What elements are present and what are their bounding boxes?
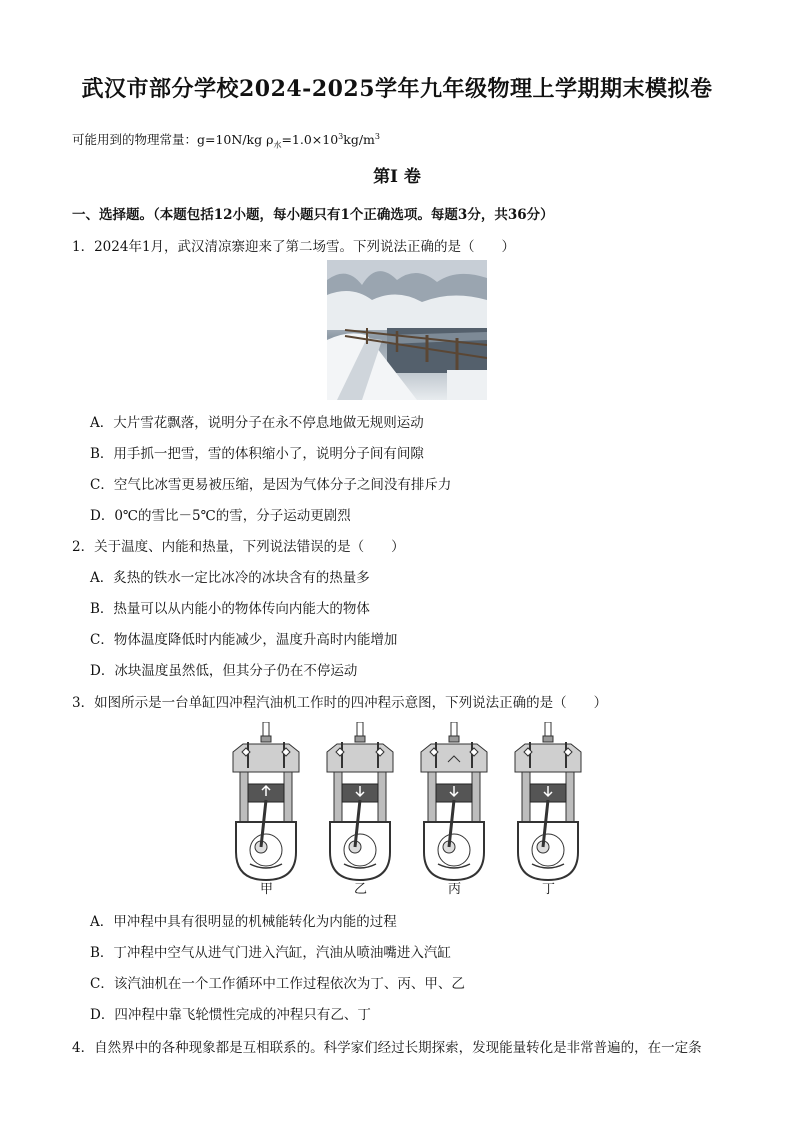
- exponent-1: 3: [338, 131, 344, 141]
- page-title: 武汉市部分学校2024-2025学年九年级物理上学期期末模拟卷: [81, 76, 713, 102]
- question-2-option-d: D．冰块温度虽然低，但其分子仍在不停运动: [90, 663, 358, 679]
- physical-constants: [72, 130, 380, 151]
- engine-label-yi: 乙: [354, 882, 368, 897]
- question-2-option-c: C．物体温度降低时内能减少，温度升高时内能增加: [90, 632, 398, 648]
- constants-value: =1.0×10: [281, 132, 339, 147]
- engine-label-jia: 甲: [260, 882, 274, 897]
- snow-photo: [327, 260, 487, 400]
- section-heading: 一、选择题。（本题包括12小题，每小题只有1个正确选项。每题3分，共36分）: [72, 207, 554, 223]
- question-2-option-a: A．炙热的铁水一定比冰冷的冰块含有的热量多: [90, 570, 370, 586]
- question-1-option-d: D．0℃的雪比－5℃的雪，分子运动更剧烈: [90, 508, 351, 524]
- question-3-stem: 3．如图所示是一台单缸四冲程汽油机工作时的四冲程示意图，下列说法正确的是（ ）: [72, 695, 608, 711]
- question-3-option-c: C．该汽油机在一个工作循环中工作过程依次为丁、丙、甲、乙: [90, 976, 465, 992]
- engine-bing: [421, 722, 487, 880]
- engine-label-bing: 丙: [448, 882, 462, 897]
- volume-heading: 第I 卷: [373, 167, 421, 187]
- engine-jia: [233, 722, 299, 880]
- question-2-stem: 2．关于温度、内能和热量，下列说法错误的是（ ）: [72, 539, 405, 555]
- constants-prefix: 可能用到的物理常量：g=10N/kg ρ: [72, 132, 274, 147]
- rho-subscript: 水: [273, 140, 282, 150]
- question-1-option-b: B．用手抓一把雪，雪的体积缩小了，说明分子间有间隙: [90, 446, 424, 462]
- question-4-stem: 4．自然界中的各种现象都是互相联系的。科学家们经过长期探索，发现能量转化是非常普遍的，在一定条: [72, 1040, 702, 1056]
- snow-scene-image: [327, 260, 487, 400]
- exponent-2: 3: [374, 131, 380, 141]
- engine-ding: [515, 722, 581, 880]
- question-3-option-d: D．四冲程中靠飞轮惯性完成的冲程只有乙、丁: [90, 1007, 371, 1023]
- question-1-stem: 1．2024年1月，武汉清凉寨迎来了第二场雪。下列说法正确的是（ ）: [72, 239, 516, 255]
- question-1-option-c: C．空气比冰雪更易被压缩，是因为气体分子之间没有排斥力: [90, 477, 452, 493]
- question-3-option-a: A．甲冲程中具有很明显的机械能转化为内能的过程: [90, 914, 397, 930]
- question-2-option-b: B．热量可以从内能小的物体传向内能大的物体: [90, 601, 370, 617]
- four-stroke-engine-diagram: [228, 722, 588, 897]
- engine-label-ding: 丁: [542, 882, 556, 897]
- question-1-option-a: A．大片雪花飘落，说明分子在永不停息地做无规则运动: [90, 415, 424, 431]
- question-3-option-b: B．丁冲程中空气从进气门进入汽缸，汽油从喷油嘴进入汽缸: [90, 945, 451, 961]
- constants-unit: kg/m: [343, 132, 375, 147]
- engine-yi: [327, 722, 393, 880]
